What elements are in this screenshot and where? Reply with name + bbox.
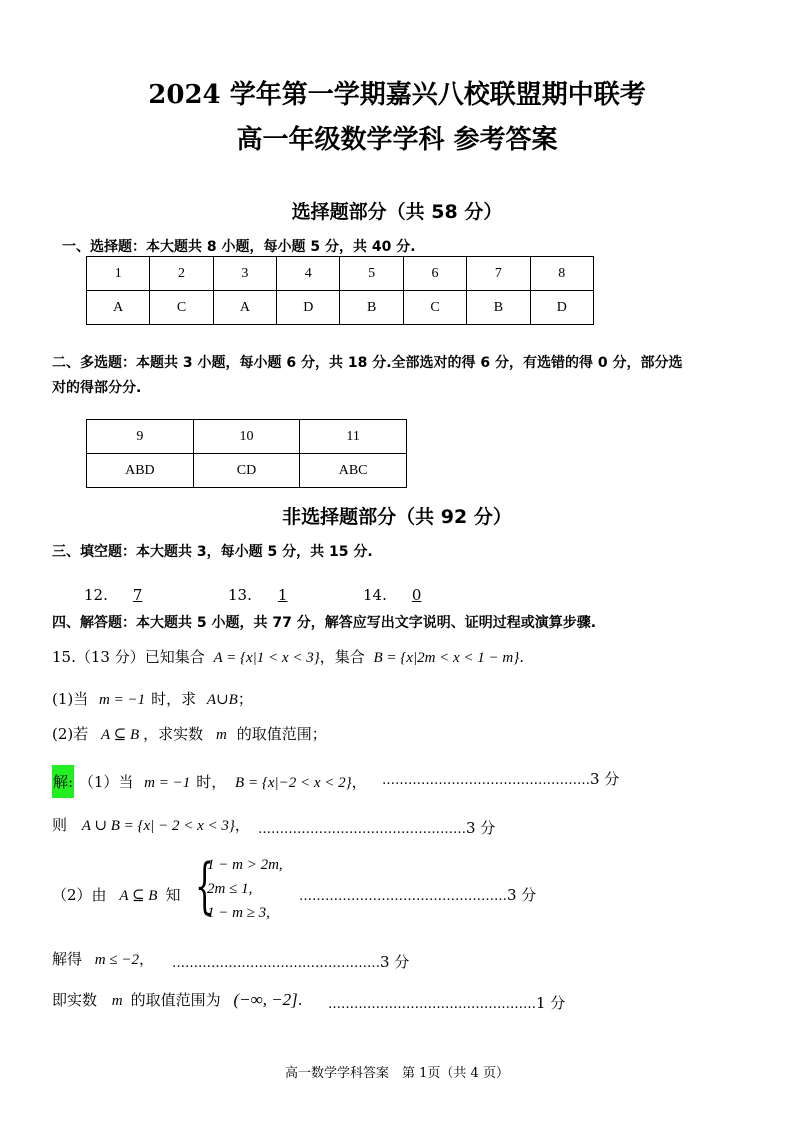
final-expr: (−∞, −2] xyxy=(233,990,298,1009)
union-line xyxy=(52,814,250,835)
solve-prefix: 解得 xyxy=(52,950,83,968)
q2-var: m xyxy=(215,727,227,743)
stem-end: . xyxy=(519,648,525,666)
solution1-line xyxy=(52,765,367,798)
fill-blank-item xyxy=(84,586,157,604)
section4-label: 四、解答题：本大题共 5 小题，共 77 分，解答应写出文字说明、证明过程或演算步骤. xyxy=(52,615,597,631)
part2-heading: 非选择题部分（共 92 分） xyxy=(282,506,512,528)
table-cell: 2 xyxy=(150,257,213,291)
final-mid: 的取值范围为 xyxy=(130,991,221,1009)
q2-prefix: (2)若 xyxy=(52,725,89,743)
set-b-expr: B = {x|2m < x < 1 − m} xyxy=(373,650,520,666)
table-cell: 8 xyxy=(530,257,593,291)
fill-blank-answer: 0 xyxy=(411,586,422,604)
sol1-mid: 时， xyxy=(196,773,227,791)
table-cell: 1 xyxy=(87,257,150,291)
union-end: ， xyxy=(234,816,250,834)
left-brace: { xyxy=(195,851,215,921)
solve-line xyxy=(52,948,154,969)
section1-label: 一、选择题：本大题共 8 小题，每小题 5 分，共 40 分. xyxy=(62,239,416,255)
section2-number-row xyxy=(87,420,407,454)
sol1-end: ， xyxy=(351,773,367,791)
table-cell: B xyxy=(467,291,530,325)
section2-label-line1: 二、多选题：本题共 3 小题，每小题 6 分，共 18 分.全部选对的得 6 分，有选错的得 0 分，部分选 xyxy=(52,355,683,371)
final-prefix: 即实数 xyxy=(52,991,98,1009)
table-cell: ABC xyxy=(300,454,407,488)
inequality-line: 2m ≤ 1, xyxy=(207,881,253,897)
inequality-system xyxy=(195,851,285,925)
fill-blank-answer: 1 xyxy=(277,586,288,604)
score-value: 3 分 xyxy=(380,953,410,971)
q1-prefix: (1)当 xyxy=(52,690,89,708)
question1 xyxy=(52,688,253,709)
table-cell: 6 xyxy=(403,257,466,291)
q2-end: 的取值范围； xyxy=(236,725,327,743)
section2-label-line2: 对的得部分分. xyxy=(52,380,142,396)
score-value: 1 分 xyxy=(536,994,566,1012)
inequality-line: 1 − m > 2m, xyxy=(207,857,283,873)
score-leader xyxy=(258,817,495,838)
union-expr: A ∪ B = {x| − 2 < x < 3} xyxy=(81,818,235,834)
table-cell: B xyxy=(340,291,403,325)
system-intro xyxy=(52,884,180,905)
sys-condition: A ⊆ B xyxy=(119,888,158,904)
table-cell: 11 xyxy=(300,420,407,454)
score-value: 3 分 xyxy=(466,819,496,837)
dot-leader: ………………………………………… xyxy=(172,956,380,971)
score-value: 3 分 xyxy=(507,886,537,904)
stem-mid: ，集合 xyxy=(319,648,365,666)
table-cell: 4 xyxy=(277,257,340,291)
set-a-expr: A = {x|1 < x < 3} xyxy=(213,650,320,666)
stem-prefix: 15.（13 分）已知集合 xyxy=(52,648,205,666)
solve-expr: m ≤ −2 xyxy=(94,952,139,968)
table-cell: D xyxy=(530,291,593,325)
section1-answer-table xyxy=(86,256,594,325)
final-var: m xyxy=(111,993,123,1009)
section3-label: 三、填空题：本大题共 3，每小题 5 分，共 15 分. xyxy=(52,544,373,560)
q2-condition: A ⊆ B xyxy=(101,727,140,743)
section2-answer-row xyxy=(87,454,407,488)
solve-end: ， xyxy=(138,950,154,968)
question2 xyxy=(52,723,327,744)
sol1-condition: m = −1 xyxy=(144,775,191,791)
sys-prefix: （2）由 xyxy=(52,886,107,904)
dot-leader: ………………………………………… xyxy=(299,889,507,904)
table-cell: D xyxy=(277,291,340,325)
item-number: 13. xyxy=(228,586,252,604)
score-leader xyxy=(328,992,565,1013)
fill-blank-answer: 7 xyxy=(132,586,143,604)
table-cell: 10 xyxy=(193,420,300,454)
q2-mid: ，求实数 xyxy=(143,725,204,743)
table-cell: 7 xyxy=(467,257,530,291)
table-cell: C xyxy=(150,291,213,325)
score-value: 3 分 xyxy=(590,770,620,788)
score-leader xyxy=(172,951,409,972)
sys-mid: 知 xyxy=(165,886,181,904)
table-cell: ABD xyxy=(87,454,194,488)
union-prefix: 则 xyxy=(52,816,68,834)
final-line xyxy=(52,989,303,1010)
q1-expr: A∪B xyxy=(206,692,238,708)
table-cell: C xyxy=(403,291,466,325)
table-cell: 3 xyxy=(213,257,276,291)
q1-mid: 时，求 xyxy=(151,690,197,708)
q1-end: ； xyxy=(237,690,253,708)
section2-answer-table xyxy=(86,419,407,488)
final-end: . xyxy=(297,991,303,1009)
score-leader xyxy=(299,884,536,905)
dot-leader: ………………………………………… xyxy=(328,997,536,1012)
section1-number-row xyxy=(87,257,594,291)
table-cell: 5 xyxy=(340,257,403,291)
section1-answer-row xyxy=(87,291,594,325)
problem15-stem xyxy=(52,646,524,667)
fill-blank-item xyxy=(228,586,303,604)
item-number: 12. xyxy=(84,586,108,604)
fill-blank-item xyxy=(363,586,436,604)
document-subtitle: 高一年级数学学科 参考答案 xyxy=(236,125,558,155)
inequality-line: 1 − m ≥ 3, xyxy=(207,905,270,921)
dot-leader: ………………………………………… xyxy=(258,822,466,837)
page-footer: 高一数学学科答案 第 1页（共 4 页） xyxy=(285,1066,509,1081)
table-cell: CD xyxy=(193,454,300,488)
table-cell: A xyxy=(213,291,276,325)
table-cell: 9 xyxy=(87,420,194,454)
score-leader xyxy=(382,768,619,789)
solution-label: 解: xyxy=(52,765,74,798)
part1-heading: 选择题部分（共 58 分） xyxy=(291,201,503,223)
table-cell: A xyxy=(87,291,150,325)
document-title: 2024 学年第一学期嘉兴八校联盟期中联考 xyxy=(148,80,646,110)
sol1-prefix: （1）当 xyxy=(78,773,134,791)
sol1-expr: B = {x|−2 < x < 2} xyxy=(235,775,352,791)
q1-condition: m = −1 xyxy=(99,692,146,708)
dot-leader: ………………………………………… xyxy=(382,773,590,788)
item-number: 14. xyxy=(363,586,387,604)
